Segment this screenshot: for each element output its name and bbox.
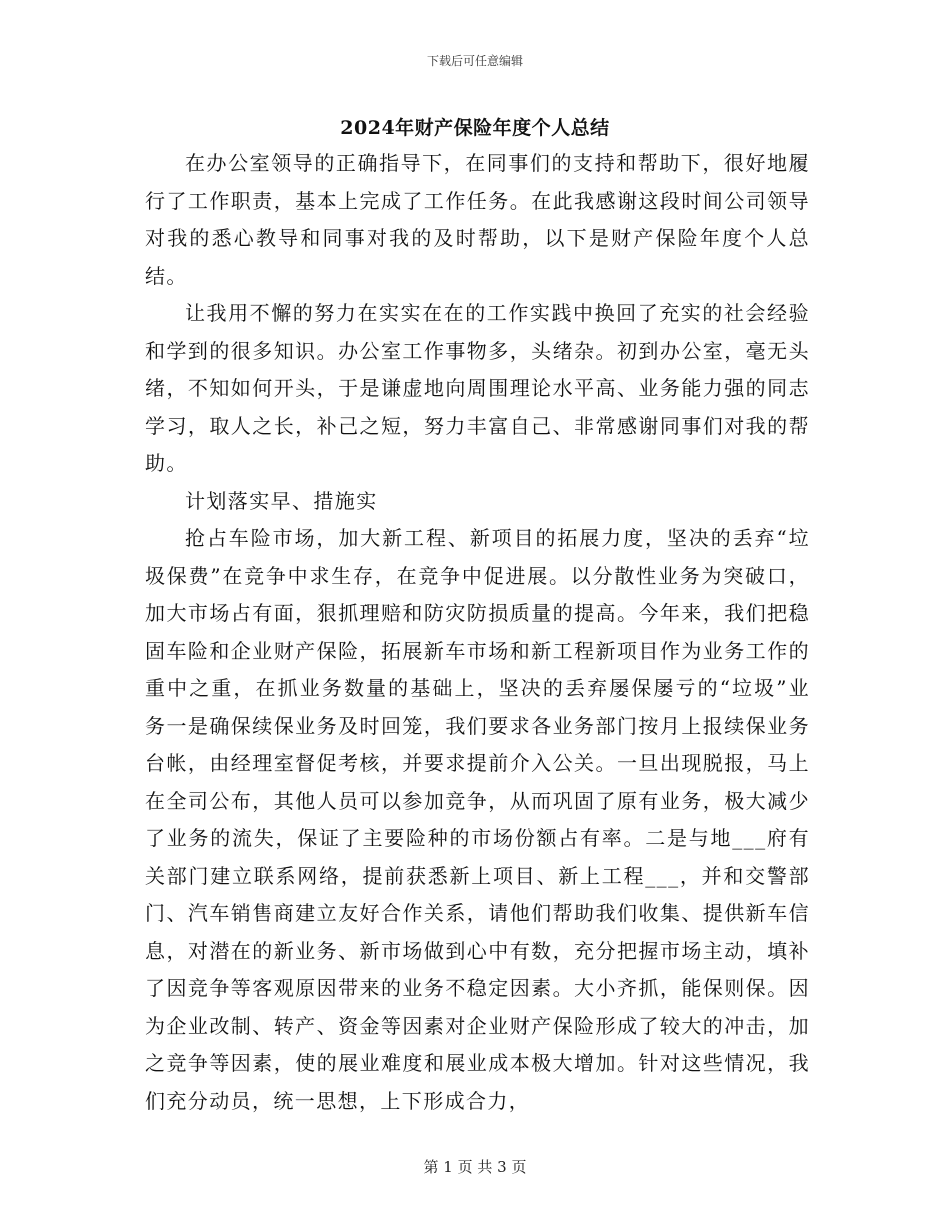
document-body (145, 145, 810, 1120)
header-note: 下载后可任意编辑 (426, 54, 523, 68)
section-heading: 计划落实早、措施实 (185, 488, 378, 513)
paragraph-market: 抢占车险市场，加大新工程、新项目的拓展力度，坚决的丢弃“垃圾保费”在竞争中求生存，在竞争中促进展。以分散性业务为突破口，加大市场占有面，狠抓理赔和防灾防损质量的提高。今年来，我们把稳固车险和企业财产保险，拓展新车市场和新工程新项目作为业务工作的重中之重，在抓业务数量的基础上，坚决的丢弃屡保屡亏的“垃圾”业务一是确保续保业务及时回笼，我们要求各业务部门按月上报续保业务台帐，由经理室督促考核，并要求提前介入公关。一旦出现脱报，马上在全司公布，其他人员可以参加竞争，从而巩固了原有业务，极大减少了业务的流失，保证了主要险种的市场份额占有率。二是与地___府有关部门建立联系网络，提前获悉新上项目、新上工程___，并和交警部门、汽车销售商建立友好合作关系，请他们帮助我们收集、提供新车信息，对潜在的新业务、新市场做到心中有数，充分把握市场主动，填补了因竞争等客观原因带来的业务不稳定因素。大小齐抓，能保则保。因为企业改制、转产、资金等因素对企业财产保险形成了较大的冲击，加之竞争等因素，使的展业难度和展业成本极大增加。针对这些情况，我们充分动员，统一思想，上下形成合力， (145, 526, 810, 1113)
page-indicator: 第 1 页 共 3 页 (423, 1158, 527, 1176)
paragraph-learning: 让我用不懈的努力在实实在在的工作实践中换回了充实的社会经验和学到的很多知识。办公室工作事物多，头绪杂。初到办公室，毫无头绪，不知如何开头，于是谦虚地向周围理论水平高、业务能力强的同志学习，取人之长，补己之短，努力丰富自己、非常感谢同事们对我的帮助。 (145, 301, 810, 475)
paragraph-intro: 在办公室领导的正确指导下，在同事们的支持和帮助下，很好地履行了工作职责，基本上完成了工作任务。在此我感谢这段时间公司领导对我的悉心教导和同事对我的及时帮助，以下是财产保险年度个人总结。 (145, 151, 810, 288)
document-title: 2024年财产保险年度个人总结 (340, 117, 610, 139)
